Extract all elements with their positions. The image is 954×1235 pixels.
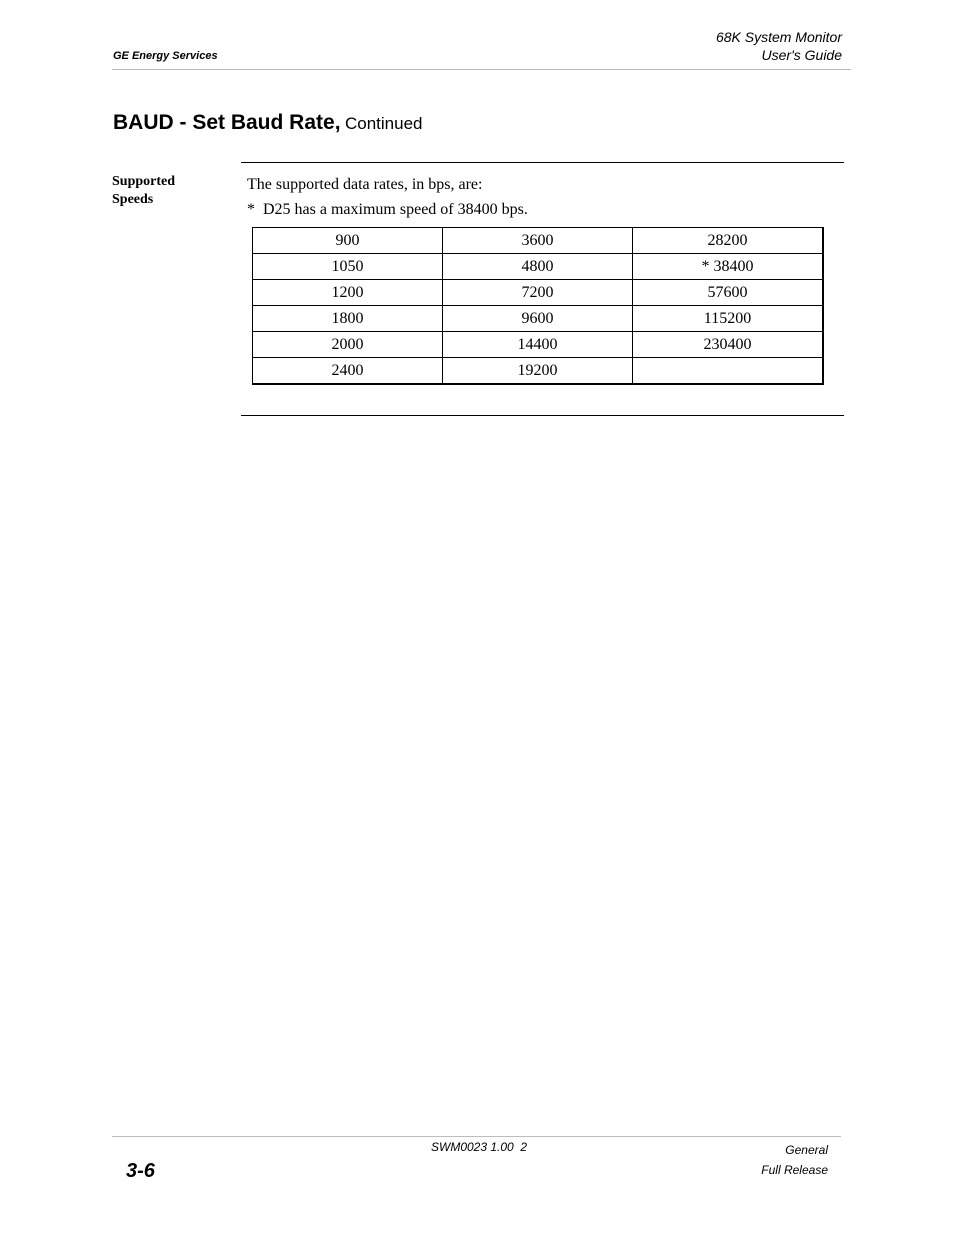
table-cell: 4800 <box>443 254 633 280</box>
footer-right <box>761 1140 828 1180</box>
table-row <box>253 306 824 332</box>
body-text <box>247 172 528 222</box>
table-row <box>253 358 824 385</box>
table-cell: 2000 <box>253 332 443 358</box>
footer-divider <box>112 1136 841 1137</box>
table-cell: 230400 <box>633 332 824 358</box>
speed-note: * D25 has a maximum speed of 38400 bps. <box>247 201 528 218</box>
table-cell: 7200 <box>443 280 633 306</box>
section-top-rule <box>241 162 844 163</box>
table-row <box>253 254 824 280</box>
table-cell: 1800 <box>253 306 443 332</box>
document-title <box>716 28 842 64</box>
table-cell: 9600 <box>443 306 633 332</box>
side-label <box>112 173 232 209</box>
table-cell: 14400 <box>443 332 633 358</box>
page-number: 3-6 <box>126 1160 155 1182</box>
section-title <box>113 111 423 135</box>
side-label-line1: Supported <box>112 174 176 189</box>
table-cell: * 38400 <box>633 254 824 280</box>
table-cell: 1050 <box>253 254 443 280</box>
baud-rates-table <box>252 227 824 385</box>
footer-category: General <box>785 1143 828 1157</box>
intro-text: The supported data rates, in bps, are: <box>247 176 483 193</box>
baud-rates-table-body <box>253 228 824 385</box>
table-cell <box>633 358 824 385</box>
header-divider <box>112 69 851 70</box>
section-title-continued: Continued <box>344 114 423 133</box>
table-cell: 1200 <box>253 280 443 306</box>
section-bottom-rule <box>241 415 844 416</box>
table-cell: 900 <box>253 228 443 254</box>
table-cell: 115200 <box>633 306 824 332</box>
table-cell: 28200 <box>633 228 824 254</box>
document-title-line1: 68K System Monitor <box>715 29 842 45</box>
document-title-line2: User's Guide <box>761 47 842 63</box>
table-cell: 19200 <box>443 358 633 385</box>
table-row <box>253 332 824 358</box>
table-cell: 3600 <box>443 228 633 254</box>
footer-release: Full Release <box>761 1163 828 1177</box>
table-cell: 57600 <box>633 280 824 306</box>
table-row <box>253 280 824 306</box>
table-cell: 2400 <box>253 358 443 385</box>
table-row <box>253 228 824 254</box>
side-label-line2: Speeds <box>112 192 154 207</box>
company-name: GE Energy Services <box>113 50 218 62</box>
document-number: SWM0023 1.00 2 <box>431 1140 528 1154</box>
section-title-main: BAUD - Set Baud Rate, <box>113 111 341 134</box>
